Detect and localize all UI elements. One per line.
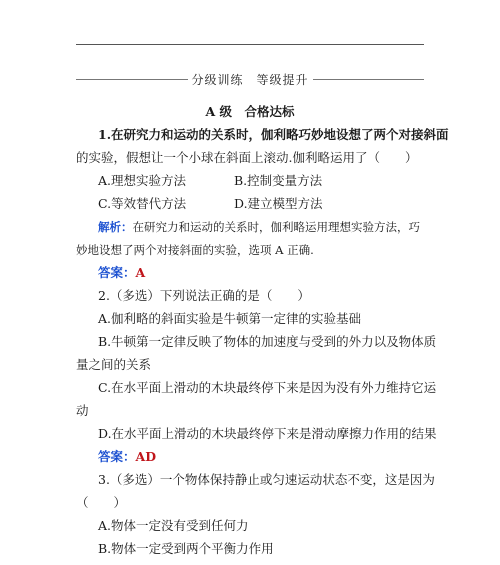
q2-answer-value: AD [135,449,157,464]
q2-option-b-line1: B.牛顿第一定律反映了物体的加速度与受到的外力以及物体质 [98,334,437,349]
q1-option-b: B.控制变量方法 [234,173,323,188]
q2-option-c-line1: C.在水平面上滑动的木块最终停下来是因为没有外力维持它运 [98,380,437,395]
q2-stem: 2.（多选）下列说法正确的是（ ） [98,288,310,303]
q3-option-a: A.物体一定没有受到任何力 [98,518,249,533]
q1-analysis-text1: 在研究力和运动的关系时，伽利略运用理想实验方法，巧 [132,220,420,234]
q3-stem-line2: （ ） [76,495,127,510]
q1-answer-label: 答案： [98,265,136,280]
header-right-rule [313,79,425,80]
section-header [76,70,424,88]
header-left-rule [76,79,188,80]
q3-stem-line1: 3.（多选）一个物体保持静止或匀速运动状态不变，这是因为 [98,472,435,487]
q1-option-a: A.理想实验方法 [98,173,187,188]
q1-answer [98,265,448,281]
q2-option-b-line2: 量之间的关系 [76,357,152,372]
q1-option-d: D.建立模型方法 [234,196,323,211]
q1-answer-value: A [135,265,146,280]
q1-stem-line2: 的实验，假想让一个小球在斜面上滚动.伽利略运用了（ ） [76,150,418,165]
q2-answer [98,449,448,465]
q1-stem-line1: 1.在研究力和运动的关系时，伽利略巧妙地设想了两个对接斜面 [98,127,449,142]
q2-option-d: D.在水平面上滑动的木块最终停下来是滑动摩擦力作用的结果 [98,426,437,441]
q2-option-a: A.伽利略的斜面实验是牛顿第一定律的实验基础 [98,311,362,326]
q3-option-b: B.物体一定受到两个平衡力作用 [98,541,274,556]
q1-analysis-line2: 妙地设想了两个对接斜面的实验，选项 A 正确. [76,243,314,257]
level-title: A 级 合格达标 [205,104,295,119]
q1-analysis-line1 [98,219,425,235]
q1-option-c: C.等效替代方法 [98,196,187,211]
top-rule [76,44,424,45]
q2-answer-label: 答案： [98,449,136,464]
q2-option-c-line2: 动 [76,403,89,418]
q1-analysis-label: 解析： [98,220,133,234]
section-title: 分级训练 等级提升 [191,72,309,87]
